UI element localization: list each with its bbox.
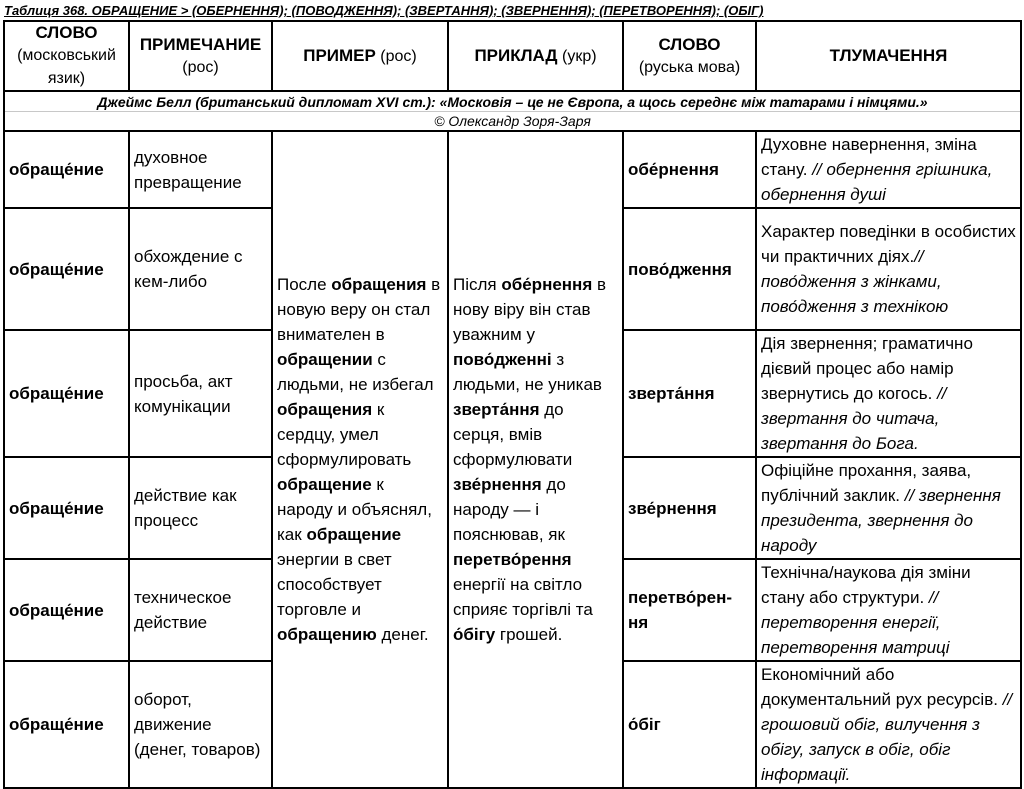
highlighted-term: обращения bbox=[331, 275, 427, 294]
example-text: После bbox=[277, 275, 332, 294]
copyright-line: © Олександр Зоря-Заря bbox=[4, 112, 1021, 132]
ua-word-cell: пово́дження bbox=[623, 208, 756, 330]
definition-text: Характер поведінки в особистих чи практичних діях. bbox=[761, 222, 1016, 266]
highlighted-term: пово́дженні bbox=[453, 350, 552, 369]
ru-word-cell: обраще́ние bbox=[4, 330, 129, 457]
header-example-ru bbox=[272, 21, 448, 91]
header-sublabel: (рос) bbox=[375, 47, 417, 65]
example-text: энергии в свет способствует торговле и bbox=[277, 550, 392, 619]
ru-word-cell: обраще́ние bbox=[4, 131, 129, 208]
note-cell: оборот, движение (денег, товаров) bbox=[129, 661, 272, 788]
ua-word-cell: обе́рнення bbox=[623, 131, 756, 208]
header-label: ТЛУМАЧЕННЯ bbox=[829, 46, 948, 65]
example-ru-cell bbox=[272, 131, 448, 788]
ua-word-cell: перетво́рен-ня bbox=[623, 559, 756, 661]
example-ua-cell bbox=[448, 131, 623, 788]
definition-examples: // обернення грішника, обернення душі bbox=[761, 160, 993, 204]
header-definition bbox=[756, 21, 1021, 91]
highlighted-term: обращению bbox=[277, 625, 377, 644]
note-cell: просьба, акт комунікации bbox=[129, 330, 272, 457]
definition-examples: // грошовий обіг, вилучення з обігу, запуск в обіг, обіг інформації. bbox=[761, 690, 1013, 784]
highlighted-term: обращение bbox=[277, 475, 372, 494]
highlighted-term: перетво́рення bbox=[453, 550, 572, 569]
highlighted-term: зверта́ння bbox=[453, 400, 540, 419]
ua-word-cell: о́біг bbox=[623, 661, 756, 788]
example-text: Після bbox=[453, 275, 502, 294]
table-title: Таблиця 368. ОБРАЩЕНИЕ > (ОБЕРНЕННЯ); (ПОВОДЖЕННЯ); (ЗВЕРТАННЯ); (ЗВЕРНЕННЯ); (ПЕРЕТВОРЕННЯ); (ОБІГ) bbox=[4, 3, 764, 18]
ru-word-cell: обраще́ние bbox=[4, 208, 129, 330]
definition-cell bbox=[756, 131, 1021, 208]
definition-cell bbox=[756, 208, 1021, 330]
highlighted-term: обе́рнення bbox=[501, 275, 593, 294]
definition-examples: // звернення президента, звернення до народу bbox=[761, 486, 1001, 555]
example-text: до серця, вмів сформулювати bbox=[453, 400, 573, 469]
example-text: к сердцу, умел сформулировать bbox=[277, 400, 412, 469]
definition-text: Духовне навернення, зміна стану. bbox=[761, 135, 977, 179]
definition-cell bbox=[756, 457, 1021, 559]
header-sublabel: (руська мова) bbox=[638, 58, 741, 76]
note-cell: техническое действие bbox=[129, 559, 272, 661]
definition-cell bbox=[756, 330, 1021, 457]
header-row bbox=[4, 21, 1021, 91]
comparison-table bbox=[3, 20, 1022, 789]
definition-examples: // перетворення енергії, перетворення матриці bbox=[761, 588, 950, 657]
highlighted-term: обращении bbox=[277, 350, 373, 369]
note-cell: действие как процесс bbox=[129, 457, 272, 559]
definition-text: Технічна/наукова дія зміни стану або структури. bbox=[761, 563, 971, 607]
example-text: денег. bbox=[376, 625, 429, 644]
definition-examples: // пово́дження з жінками, пово́дження з технікою bbox=[761, 247, 949, 316]
example-text: до народу — і пояснював, як bbox=[453, 475, 566, 544]
definition-cell bbox=[756, 559, 1021, 661]
example-text: енергії на світло сприяє торгівлі та bbox=[453, 575, 593, 619]
table-row bbox=[4, 131, 1021, 208]
example-text: к народу и объяснял, как bbox=[277, 475, 432, 544]
definition-cell bbox=[756, 661, 1021, 788]
ru-word-cell: обраще́ние bbox=[4, 559, 129, 661]
header-sublabel: (рос) bbox=[182, 58, 219, 76]
ru-word-cell: обраще́ние bbox=[4, 661, 129, 788]
highlighted-term: обращение bbox=[306, 525, 402, 544]
header-ua-word bbox=[623, 21, 756, 91]
header-label: ПРИКЛАД bbox=[474, 45, 558, 65]
highlighted-term: о́бігу bbox=[453, 625, 496, 644]
header-ru-word bbox=[4, 21, 129, 91]
ru-word-cell: обраще́ние bbox=[4, 457, 129, 559]
example-text: грошей. bbox=[495, 625, 563, 644]
highlighted-term: обращения bbox=[277, 400, 373, 419]
example-text: с людьми, не избегал bbox=[277, 350, 434, 394]
example-text: в нову віру він став уважним у bbox=[453, 275, 607, 344]
example-text: з людьми, не уникав bbox=[453, 350, 602, 394]
highlighted-term: зве́рнення bbox=[453, 475, 542, 494]
note-cell: обхождение с кем-либо bbox=[129, 208, 272, 330]
definition-examples: // звертання до читача, звертання до Бога. bbox=[761, 384, 947, 453]
header-note bbox=[129, 21, 272, 91]
header-label: ПРИМЕР bbox=[303, 45, 376, 65]
example-text: в новую веру он стал внимателен в bbox=[277, 275, 441, 344]
header-sublabel: (укр) bbox=[557, 47, 597, 65]
note-cell: духовное превращение bbox=[129, 131, 272, 208]
header-label: СЛОВО bbox=[35, 23, 98, 42]
definition-text: Офіційне прохання, заява, публічний заклик. bbox=[761, 461, 972, 505]
ua-word-cell: зверта́ння bbox=[623, 330, 756, 457]
header-label: ПРИМЕЧАНИЕ bbox=[139, 34, 262, 54]
definition-text: Економічний або документальний рух ресурсів. bbox=[761, 665, 1003, 709]
header-label: СЛОВО bbox=[658, 34, 721, 54]
ua-word-cell: зве́рнення bbox=[623, 457, 756, 559]
header-example-ua bbox=[448, 21, 623, 91]
quote-line: Джеймс Белл (британський дипломат XVI ст.): «Московія – це не Європа, а щось середнє між татарами і німцями.» bbox=[4, 91, 1021, 112]
header-sublabel: (московський язик) bbox=[17, 47, 116, 87]
definition-text: Дія звернення; граматично дієвий процес або намір звернутись до когось. bbox=[761, 334, 973, 403]
